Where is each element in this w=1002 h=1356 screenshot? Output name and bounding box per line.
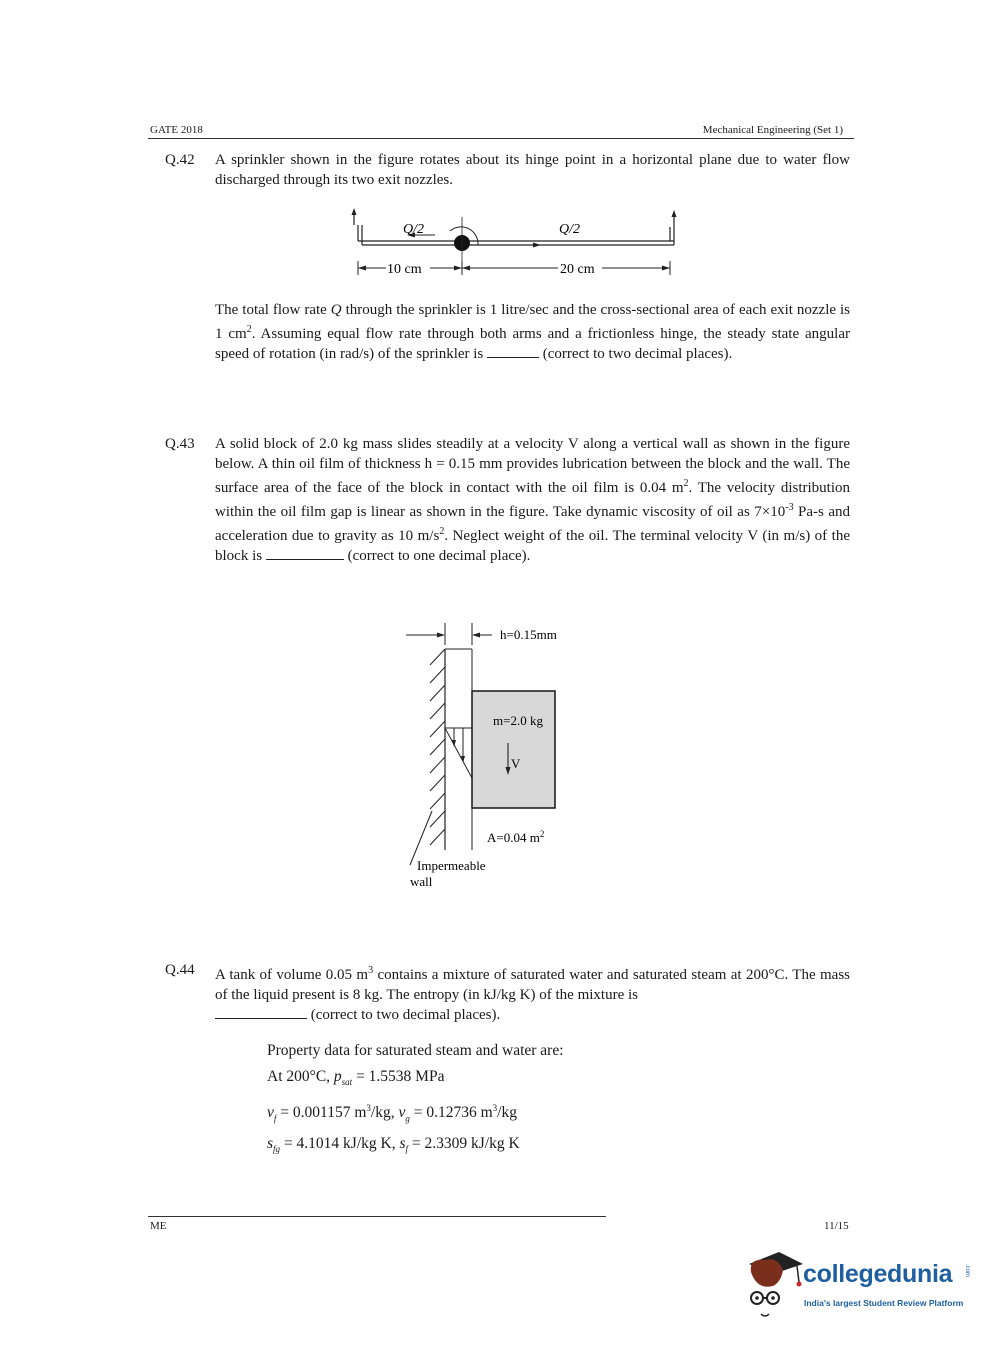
question-44-body: A tank of volume 0.05 $m^3$ contains a mixture of saturated water and saturated steam at 200°C. The mass of the liquid present is 8 kg. The entropy (in kJ/kg K) of the mixture is (correct to two decimal places).: [215, 965, 850, 1023]
footer-subject-code: ME: [150, 1220, 167, 1232]
property-line-entropy: $s_{fg} = 4.1014$ kJ/kg K, $s_f = 2.3309$ kJ/kg K: [267, 1135, 520, 1155]
area-label: A=0.04 $m^2$: [487, 829, 545, 845]
answer-blank-42[interactable]: [487, 345, 539, 358]
question-number-42: Q.42: [165, 152, 195, 168]
property-title: Property data for saturated steam and water are:: [267, 1042, 564, 1059]
footer-divider: [148, 1216, 606, 1217]
flow-label-left: Q/2: [403, 222, 424, 237]
wall-leader-line: [410, 811, 432, 865]
dimension-label-right: 20 cm: [560, 262, 595, 277]
question-43-body: A solid block of 2.0 kg mass slides steadily at a velocity V along a vertical wall as shown in the figure below. A thin oil film of thickness h = 0.15 mm provides lubrication between the block and the wall. The surface area of the face of the block in contact with the oil film is 0.04 $m^2$. The velocity distribution within the oil film gap is linear as shown in the figure. Take dynamic viscosity of oil as $7\times 10^{-3}$ Pa-s and acceleration due to gravity as 10 $m/s^2$. Neglect weight of the oil. The terminal velocity V (in m/s) of the block is (correct to one decimal place).: [215, 436, 850, 564]
answer-blank-44[interactable]: [215, 1006, 307, 1019]
question-number-43: Q.43: [165, 436, 195, 452]
collegedunia-logo[interactable]: [743, 1248, 973, 1328]
film-thickness-label: h=0.15mm: [500, 627, 557, 642]
sliding-block: [472, 691, 555, 808]
right-flow-arrow: [533, 243, 541, 248]
mass-label: m=2.0 kg: [493, 713, 543, 728]
header-divider: [148, 138, 854, 139]
answer-blank-43[interactable]: [266, 547, 344, 560]
flow-label-right: Q/2: [559, 222, 580, 237]
property-data: [267, 1038, 564, 1162]
mascot-icon: [743, 1248, 803, 1320]
brand-domain-suffix: .com: [964, 1264, 970, 1278]
wall-label-line-1: Impermeable: [417, 858, 486, 873]
sliding-block-figure: [400, 615, 600, 895]
dimension-label-left: 10 cm: [387, 262, 422, 277]
wall-hatching: [430, 649, 445, 845]
velocity-label: V: [511, 756, 521, 771]
property-line-volumes: $v_f = 0.001157$ $m^3/kg$, $v_g = 0.12736$ $m^3/kg$: [267, 1103, 517, 1124]
wall-label-line-2: wall: [410, 874, 433, 889]
question-42-body: The total flow rate Q through the sprinkler is 1 litre/sec and the cross-sectional area of each exit nozzle is 1 $cm^2$. Assuming equal flow rate through both arms and a frictionless hinge, the steady state angular speed of rotation (in rad/s) of the sprinkler is (correct to two decimal places).: [215, 302, 850, 362]
brand-tagline: India's largest Student Review Platform: [804, 1298, 964, 1308]
footer-page-number: 11/15: [824, 1220, 849, 1232]
header-exam-name: GATE 2018: [150, 124, 203, 136]
brand-name: collegedunia: [803, 1260, 953, 1288]
header-paper-name: Mechanical Engineering (Set 1): [702, 124, 843, 136]
sprinkler-figure: [340, 205, 690, 280]
property-line-pressure: At 200°C, $p_{sat} = 1.5538$ MPa: [267, 1068, 445, 1088]
question-42-intro: A sprinkler shown in the figure rotates about its hinge point in a horizontal plane due to water flow discharged through its two exit nozzles.: [215, 152, 850, 188]
question-number-44: Q.44: [165, 962, 195, 978]
